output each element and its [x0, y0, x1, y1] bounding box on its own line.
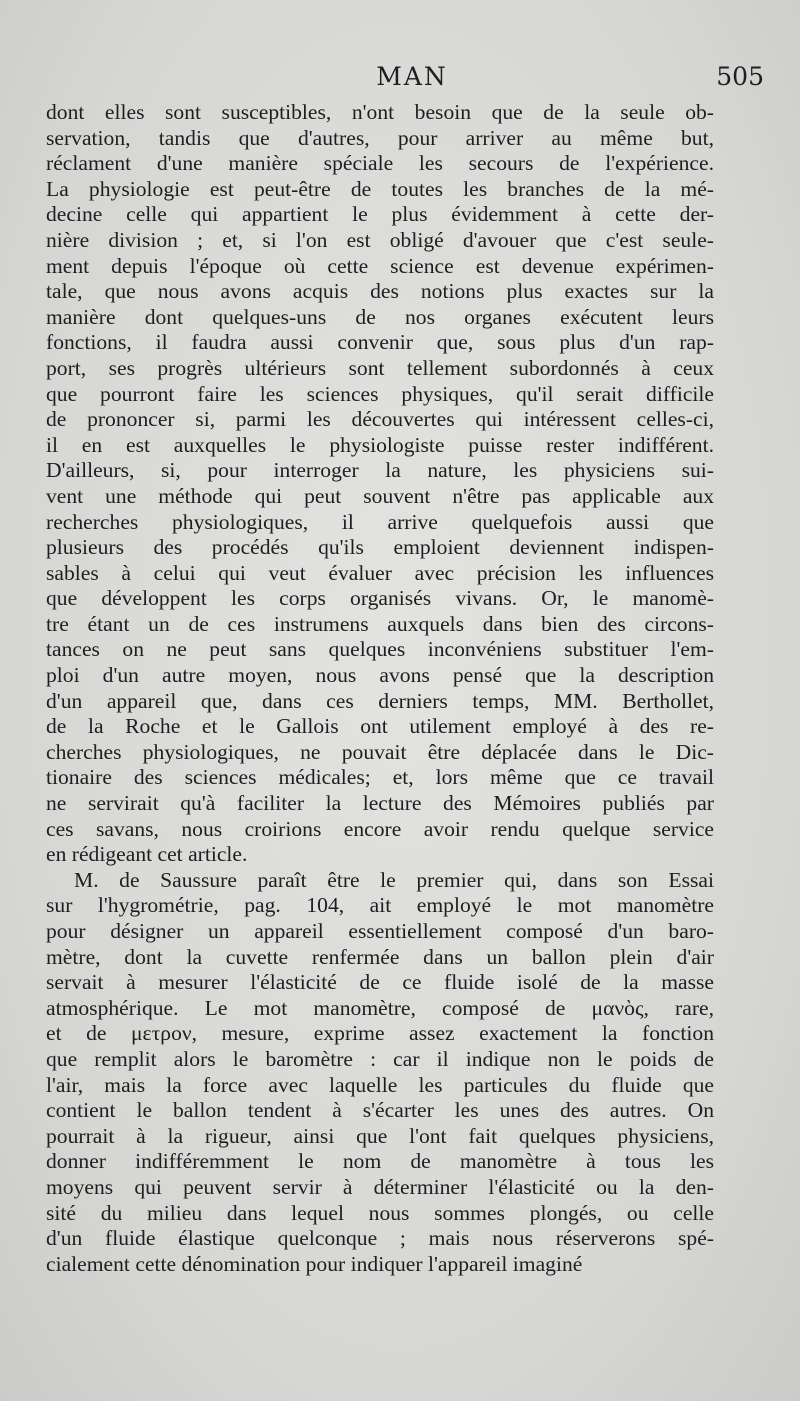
text-line: nière division ; et, si l'on est obligé d'avouer que c'est seule-: [46, 227, 714, 252]
running-head: MAN: [376, 62, 448, 91]
text-line: cialement cette dénomination pour indiquer l'appareil imaginé: [46, 1251, 583, 1276]
text-line: réclament d'une manière spéciale les secours de l'expérience.: [46, 151, 714, 176]
text-line: atmosphérique. Le mot manomètre, composé de μανὸς, rare,: [46, 995, 714, 1020]
text-line: pour désigner un appareil essentiellement composé d'un baro-: [46, 919, 714, 943]
text-line: vent une méthode qui peut souvent n'être pas applicable aux: [46, 483, 714, 508]
text-line: que remplit alors le baromètre : car il indique non le poids de: [46, 1046, 714, 1071]
text-line: d'un appareil que, dans ces derniers temps, MM. Berthollet,: [46, 688, 714, 713]
text-line: de prononcer si, parmi les découvertes qui intéressent celles-ci,: [46, 407, 714, 432]
text-line: manière dont quelques-uns de nos organes exécutent leurs: [46, 304, 714, 329]
text-line: l'air, mais la force avec laquelle les particules du fluide que: [46, 1072, 714, 1097]
text-line: fonctions, il faudra aussi convenir que, sous plus d'un rap-: [46, 330, 714, 355]
text-line: tre étant un de ces instrumens auxquels dans bien des circons-: [46, 611, 714, 636]
text-line: sur l'hygrométrie, pag. 104, ait employé le mot manomètre: [46, 893, 714, 918]
text-line: de la Roche et le Gallois ont utilement employé à des re-: [46, 714, 714, 739]
text-line: cherches physiologiques, ne pouvait être déplacée dans le Dic-: [46, 739, 714, 764]
text-line: pourrait à la rigueur, ainsi que l'ont fait quelques physiciens,: [46, 1123, 714, 1148]
text-line: en rédigeant cet article.: [46, 842, 248, 867]
text-line: donner indifféremment le nom de manomètre à tous les: [46, 1149, 714, 1174]
paragraph: [46, 868, 714, 1278]
text-line: recherches physiologiques, il arrive quelquefois aussi que: [46, 509, 714, 534]
text-line: servation, tandis que d'autres, pour arriver au même but,: [46, 125, 714, 150]
text-line: tale, que nous avons acquis des notions plus exactes sur la: [46, 279, 714, 304]
body-text: [46, 100, 714, 1277]
text-line: servait à mesurer l'élasticité de ce fluide isolé de la masse: [46, 970, 714, 995]
text-line: tionaire des sciences médicales; et, lors même que ce travail: [46, 765, 714, 790]
text-line: ploi d'un autre moyen, nous avons pensé que la description: [46, 663, 714, 688]
text-line: il en est auxquelles le physiologiste puisse rester indifférent.: [46, 432, 714, 457]
text-line: plusieurs des procédés qu'ils emploient deviennent indispen-: [46, 535, 714, 560]
text-line: d'un fluide élastique quelconque ; mais nous réserverons spé-: [46, 1226, 714, 1251]
text-line: sité du milieu dans lequel nous sommes plongés, ou celle: [46, 1200, 714, 1225]
text-line: ment depuis l'époque où cette science est devenue expérimen-: [46, 253, 714, 278]
page-header: [48, 62, 776, 98]
text-line: port, ses progrès ultérieurs sont tellement subordonnés à ceux: [46, 355, 714, 380]
text-line: tances on ne peut sans quelques inconvéniens substituer l'em-: [46, 637, 714, 662]
page-number: 505: [716, 62, 764, 91]
text-line: que développent les corps organisés vivans. Or, le manomè-: [46, 586, 714, 611]
text-line: mètre, dont la cuvette renfermée dans un ballon plein d'air: [46, 944, 714, 969]
text-line: decine celle qui appartient le plus évidemment à cette der-: [46, 202, 714, 227]
text-line: et de μετρον, mesure, exprime assez exactement la fonction: [46, 1021, 714, 1046]
paragraph: [46, 100, 714, 868]
text-line: sables à celui qui veut évaluer avec précision les influences: [46, 560, 714, 585]
text-line: La physiologie est peut-être de toutes les branches de la mé-: [46, 176, 714, 201]
text-line: dont elles sont susceptibles, n'ont besoin que de la seule ob-: [46, 100, 714, 124]
text-line: contient le ballon tendent à s'écarter les unes des autres. On: [46, 1098, 714, 1123]
text-line: que pourront faire les sciences physiques, qu'il serait difficile: [46, 381, 714, 406]
text-line: D'ailleurs, si, pour interroger la nature, les physiciens sui-: [46, 458, 714, 483]
text-line: ces savans, nous croirions encore avoir rendu quelque service: [46, 816, 714, 841]
text-line: moyens qui peuvent servir à déterminer l'élasticité ou la den-: [46, 1174, 714, 1199]
text-line: ne servirait qu'à faciliter la lecture des Mémoires publiés par: [46, 791, 714, 816]
text-line: M. de Saussure paraît être le premier qui, dans son Essai: [74, 867, 714, 892]
